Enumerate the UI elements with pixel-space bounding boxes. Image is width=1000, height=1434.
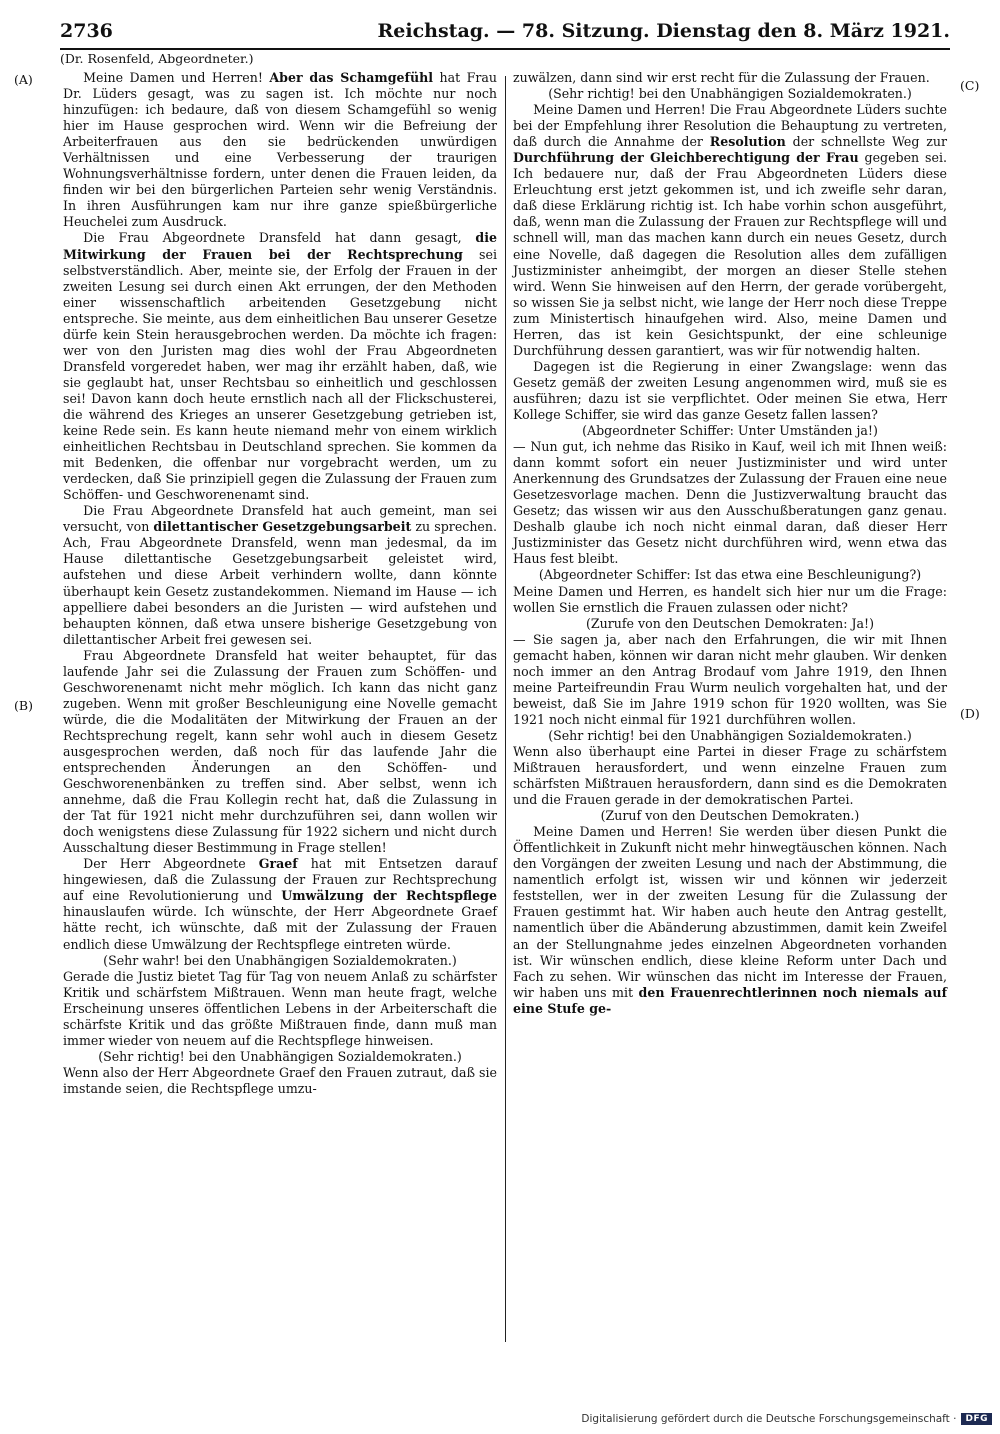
credit-text: Digitalisierung gefördert durch die Deutsche Forschungsgemeinschaft · bbox=[581, 1413, 957, 1425]
interjection: (Sehr richtig! bei den Unabhängigen Sozialdemokraten.) bbox=[98, 1048, 462, 1064]
paragraph: — Nun gut, ich nehme das Risiko in Kauf, weil ich mit Ihnen weiß: dann kommt sofort ein neuer Justizminister und wird unter Anerkennung des Grundsatzes der Zulassung der Frauen eine neue Gesetzesvorlage machen. Denn die Justizverwaltung braucht das Gesetz; das wissen wir aus den Ausschußberatungen ganz genau. Deshalb glaube ich noch nicht einmal daran, daß dieser Herr Justizminister das Gesetz nicht durchführen wird, wenn etwa das Haus fest bleibt. bbox=[513, 439, 947, 567]
interjection: (Abgeordneter Schiffer: Ist das etwa eine Beschleunigung?) bbox=[538, 567, 922, 583]
paragraph: Meine Damen und Herren, es handelt sich hier nur um die Frage: wollen Sie ernstlich die Frauen zulassen oder nicht? bbox=[513, 583, 947, 615]
paragraph: Wenn also der Herr Abgeordnete Graef den Frauen zutraut, daß sie imstande seien, die Rechtspflege umzu- bbox=[63, 1064, 497, 1096]
paragraph: Meine Damen und Herren! Die Frau Abgeordnete Lüders suchte bei der Empfehlung ihrer Resolution die Behauptung zu vertreten, daß durch die Annahme der Resolution der schnellste Weg zur Durchführung der Gleichberechtigung der Frau gegeben sei. Ich bedauere nur, daß der Frau Abgeordneten Lüders diese Erleuchtung erst jetzt gekommen ist, und ich zweifle sehr daran, daß diese Erklärung richtig ist. Ich habe vorhin schon ausgeführt, daß, wenn man die Zulassung der Frauen zur Rechtspflege will und schnell will, man das machen kann durch ein neues Gesetz, durch eine Novelle, daß dagegen die Resolution alles dem zufälligen Justizminister anheimgibt, der morgen an dieser Stelle stehen wird. Wenn Sie hinweisen auf den Herrn, der gerade vorübergeht, so wissen Sie ja selbst nicht, wie lange der Herr noch diese Treppe zum Ministertisch hinaufgehen wird. Also, meine Damen und Herren, das ist kein Gesichtspunkt, der eine schleunige Durchführung dessen garantiert, was wir für notwendig halten. bbox=[513, 102, 948, 358]
paragraph: Die Frau Abgeordnete Dransfeld hat dann gesagt, die Mitwirkung der Frauen bei der Rechtsprechung sei selbstverständlich. Aber, meinte sie, der Erfolg der Frauen in der zweiten Lesung sei durch einen Akt errungen, der den Methoden einer wissenschaftlich arbeitenden Gesetzgebung nicht entspreche. Sie meinte, aus dem einheitlichen Bau unserer Gesetze dürfe kein Stein herausgebrochen werden. Da möchte ich fragen: wer von den Juristen mag dies wohl der Frau Abgeordneten Dransfeld vorgeredet haben, wer mag ihr erzählt haben, daß, wie sie geglaubt hat, unser Rechtsbau so einheitlich und geschlossen sei! Davon kann doch heute ernstlich nach all der Flickschusterei, die während des Krieges an unserer Gesetzgebung getrieben ist, keine Rede sein. Es kann heute niemand mehr von einem wirklich einheitlichen Rechtsbau in Deutschland sprechen. Sie kommen da mit Bedenken, die offenbar nur vorgebracht werden, um zu verdecken, daß Sie prinzipiell gegen die Zulassung der Frauen zum Schöffen- und Geschworenenamt sind. bbox=[63, 230, 497, 503]
interjection: (Zurufe von den Deutschen Demokraten: Ja!) bbox=[585, 615, 874, 631]
left-column bbox=[63, 70, 497, 1097]
column-divider bbox=[505, 76, 506, 1342]
margin-marker-a: (A) bbox=[14, 72, 33, 87]
page-number: 2736 bbox=[60, 20, 113, 42]
paragraph: — Sie sagen ja, aber nach den Erfahrungen, die wir mit Ihnen gemacht haben, können wir daran nicht mehr glauben. Wir denken noch immer an den Antrag Brodauf vom Jahre 1919, den Ihnen meine Parteifreundin Frau Wurm neulich vorgehalten hat, und der beweist, daß Sie im Jahre 1919 schon für 1920 wollten, was Sie 1921 noch nicht einmal für 1921 durchführen wollen. bbox=[513, 631, 947, 727]
paragraph: Wenn also überhaupt eine Partei in dieser Frage zu schärfstem Mißtrauen herausfordert, und wenn einzelne Frauen zum schärfsten Mißtrauen herausfordern, dann sind es die Demokraten und die Frauen gerade in der demokratischen Partei. bbox=[513, 743, 947, 808]
margin-marker-c: (C) bbox=[960, 78, 980, 93]
paragraph: Meine Damen und Herren! Sie werden über diesen Punkt die Öffentlichkeit in Zukunft nicht mehr hinwegtäuschen können. Nach den Vorgängen der zweiten Lesung und nach der Abstimmung, die namentlich erfolgt ist, wissen wir und können wir jederzeit feststellen, wer in der zweiten Lesung für die Zulassung der Frauen gestimmt hat. Wir haben auch heute den Antrag gestellt, namentlich über die Abänderung abzustimmen, damit kein Zweifel an der Stellungnahme jedes einzelnen Abgeordneten vorhanden ist. Wir wünschen endlich, diese kleine Reform unter Dach und Fach zu sehen. Wir wünschen das nicht im Interesse der Frauen, wir haben uns mit den Frauenrechtlerinnen noch niemals auf eine Stufe ge- bbox=[513, 824, 947, 1016]
interjection: (Sehr richtig! bei den Unabhängigen Sozialdemokraten.) bbox=[548, 727, 912, 743]
dfg-logo-icon: DFG bbox=[961, 1413, 992, 1425]
header-rule bbox=[60, 48, 950, 50]
paragraph: Dagegen ist die Regierung in einer Zwangslage: wenn das Gesetz gemäß der zweiten Lesung angenommen wird, muß sie es ausführen; dazu ist sie verpflichtet. Oder meinen Sie etwa, Herr Kollege Schiffer, sie wird das ganze Gesetz fallen lassen? bbox=[513, 358, 947, 422]
interjection: (Sehr wahr! bei den Unabhängigen Sozialdemokraten.) bbox=[103, 952, 457, 968]
paragraph: Die Frau Abgeordnete Dransfeld hat auch gemeint, man sei versucht, von dilettantischer Gesetzgebungsarbeit zu sprechen. Ach, Frau Abgeordnete Dransfeld, wenn man jedesmal, da im Hause dilettantische Gesetzgebungsarbeit geleistet wird, aufstehen und diese Arbeit verhindern wollte, dann könnte überhaupt kein Gesetz zustandekommen. Niemand im Hause — ich appelliere dabei besonders an die Juristen — wird aufstehen und behaupten können, daß etwa unsere bisherige Gesetzgebung von dilettantischer Arbeit frei gewesen sei. bbox=[63, 503, 498, 647]
interjection: (Abgeordneter Schiffer: Unter Umständen ja!) bbox=[582, 423, 878, 439]
right-column bbox=[513, 70, 947, 1017]
interjection: (Sehr richtig! bei den Unabhängigen Sozialdemokraten.) bbox=[548, 86, 912, 102]
paragraph: zuwälzen, dann sind wir erst recht für die Zulassung der Frauen. bbox=[513, 70, 930, 85]
paragraph: Meine Damen und Herren! Aber das Schamgefühl hat Frau Dr. Lüders gesagt, was zu sagen ist. Ich möchte nur noch hinzufügen: ich bedaure, daß von diesem Schamgefühl so wenig hier im Hause gesprochen wird. Wenn wir die Befreiung der Arbeiterfrauen aus den sie bedrückenden unwürdigen Verhältnissen und eine Verbesserung der traurigen Wohnungsverhältnisse fordern, unter denen die Frauen leiden, da finden wir bei den bürgerlichen Parteien sehr wenig Verständnis. In ihren Ausführungen kam nur ihre ganze spießbürgerliche Heuchelei zum Ausdruck. bbox=[63, 70, 497, 230]
page-header bbox=[60, 20, 950, 46]
paragraph: Der Herr Abgeordnete Graef hat mit Entsetzen darauf hingewiesen, daß die Zulassung der Frauen zur Rechtsprechung auf eine Revolutionierung und Umwälzung der Rechtspflege hinauslaufen würde. Ich wünschte, der Herr Abgeordnete Graef hätte recht, ich wünschte, daß mit der Zulassung der Frauen endlich diese Umwälzung der Rechtspflege eintreten würde. bbox=[63, 856, 497, 952]
interjection: (Zuruf von den Deutschen Demokraten.) bbox=[600, 808, 860, 824]
digitization-credit bbox=[581, 1413, 992, 1425]
paragraph: Gerade die Justiz bietet Tag für Tag von neuem Anlaß zu schärfster Kritik und schärfstem Mißtrauen. Wenn man heute fragt, welche Erscheinung unseres öffentlichen Lebens in der Arbeiterschaft die schärfste Kritik und das größte Mißtrauen finde, dann muß man immer wieder von neuem auf die Rechtspflege hinweisen. bbox=[63, 968, 497, 1048]
paragraph: Frau Abgeordnete Dransfeld hat weiter behauptet, für das laufende Jahr sei die Zulassung der Frauen zum Schöffen- und Geschworenenamt nicht mehr möglich. Ich kann das nicht ganz zugeben. Wenn mit großer Beschleunigung eine Novelle gemacht würde, die die Modalitäten der Mitwirkung der Frauen an der Rechtsprechung regelt, kann sehr wohl auch in diesem Gesetz ausgesprochen werden, daß noch für das laufende Jahr die entsprechenden Änderungen an den Schöffen- und Geschworenenbänken zu treffen sind. Aber selbst, wenn ich annehme, daß die Frau Kollegin recht hat, daß die Zulassung in der Tat für 1921 nicht mehr durchzuführen sei, dann wollen wir doch wenigstens diese Zulassung für 1922 sichern und nicht durch Ausschaltung dieser Bestimmung in Frage stellen! bbox=[63, 647, 497, 856]
margin-marker-d: (D) bbox=[960, 706, 980, 721]
page-running-title: Reichstag. — 78. Sitzung. Dienstag den 8. März 1921. bbox=[377, 20, 950, 42]
speaker-line: (Dr. Rosenfeld, Abgeordneter.) bbox=[60, 51, 254, 66]
margin-marker-b: (B) bbox=[14, 698, 33, 713]
